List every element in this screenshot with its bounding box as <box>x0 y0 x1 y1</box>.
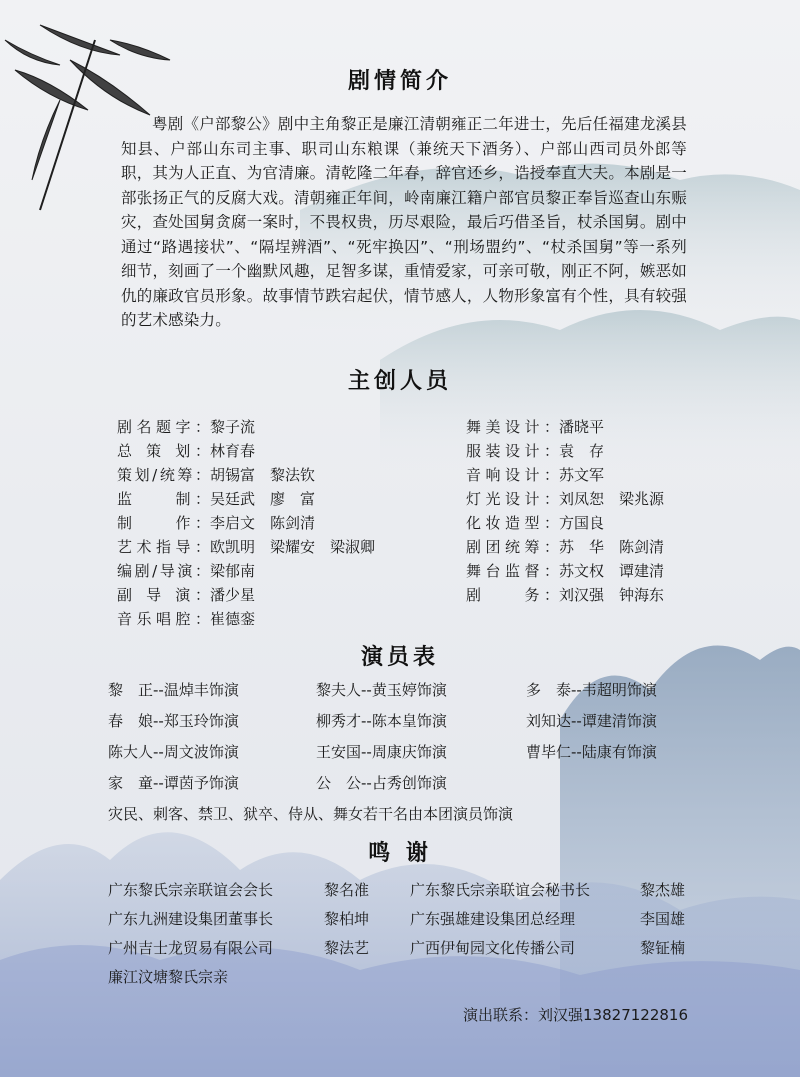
thanks-person: 黎法艺 <box>324 939 370 957</box>
cast-entry: 黎 正--温焯丰饰演 <box>108 681 239 699</box>
thanks-person: 李国雄 <box>640 910 686 928</box>
crew-row <box>117 463 457 487</box>
crew-list-left <box>117 415 457 631</box>
synopsis-paragraph: 粤剧《户部黎公》剧中主角黎正是廉江清朝雍正二年进士，先后任福建龙溪县知县、户部山东司主事、职司山东粮课（兼统天下酒务）、户部山西司员外郎等职，其为人正直、为官清廉。清乾隆二年春，辞官还乡，诰授奉直大夫。本剧是一部张扬正气的反腐大戏。清朝雍正年间，岭南廉江籍户部官员黎正奉旨巡查山东赈灾，查处国舅贪腐一案时，不畏权贵，历尽艰险，最后巧借圣旨，杖杀国舅。剧中通过“路遇接状”、“隔埕辨酒”、“死牢换囚”、“刑场盟约”、“杖杀国舅”等一系列细节，刻画了一个幽默风趣，足智多谋，重情爱家，可亲可敬，刚正不阿，嫉恶如仇的廉政官员形象。故事情节跌宕起伏，情节感人，人物形象富有个性，具有较强的艺术感染力。 <box>121 115 687 329</box>
cast-row <box>108 768 728 799</box>
crew-role: 音响设计： <box>466 466 559 484</box>
crew-role: 剧 务： <box>466 586 559 604</box>
crew-row <box>466 463 746 487</box>
crew-role: 剧名题字： <box>117 418 210 436</box>
cast-row <box>108 675 728 706</box>
crew-role: 制 作： <box>117 514 210 532</box>
crew-names: 袁 存 <box>559 442 605 460</box>
cast-entry: 陈大人--周文波饰演 <box>108 743 239 761</box>
crew-role: 编剧/导演： <box>117 562 210 580</box>
crew-row <box>117 535 457 559</box>
crew-role: 舞台监督： <box>466 562 559 580</box>
crew-names: 胡锡富 黎法钦 <box>210 466 316 484</box>
thanks-org: 廉江汶塘黎氏宗亲 <box>108 968 229 986</box>
cast-entry: 家 童--谭茵予饰演 <box>108 774 239 792</box>
crew-row <box>466 439 746 463</box>
crew-role: 舞美设计： <box>466 418 559 436</box>
crew-role: 服装设计： <box>466 442 559 460</box>
thanks-row <box>108 876 728 905</box>
crew-names: 方国良 <box>559 514 605 532</box>
creative-team-title: 主创人员 <box>347 368 452 394</box>
crew-names: 梁郁南 <box>210 562 256 580</box>
crew-row <box>117 439 457 463</box>
crew-role: 剧团统筹： <box>466 538 559 556</box>
acknowledgements-list <box>108 876 728 992</box>
crew-row <box>117 583 457 607</box>
crew-row <box>466 559 746 583</box>
crew-role: 灯光设计： <box>466 490 559 508</box>
crew-names: 吴廷武 廖 富 <box>210 490 316 508</box>
crew-row <box>117 559 457 583</box>
cast-entry: 王安国--周康庆饰演 <box>316 743 447 761</box>
crew-names: 潘晓平 <box>559 418 605 436</box>
acknowledgements-title: 鸣 谢 <box>368 840 432 866</box>
thanks-org: 广东九洲建设集团董事长 <box>108 910 274 928</box>
crew-role: 音乐唱腔： <box>117 610 210 628</box>
crew-row <box>117 511 457 535</box>
thanks-row <box>108 934 728 963</box>
cast-entry: 刘知达--谭建清饰演 <box>526 712 657 730</box>
crew-role: 副 导 演： <box>117 586 210 604</box>
thanks-org: 广东黎氏宗亲联谊会秘书长 <box>410 881 591 899</box>
crew-list-right <box>466 415 746 607</box>
crew-names: 苏文军 <box>559 466 605 484</box>
crew-row <box>466 535 746 559</box>
synopsis-title: 剧情简介 <box>347 68 452 94</box>
crew-names: 欧凯明 梁耀安 梁淑卿 <box>210 538 376 556</box>
cast-entry: 黎夫人--黄玉婷饰演 <box>316 681 447 699</box>
crew-row <box>117 415 457 439</box>
thanks-org: 广东强雄建设集团总经理 <box>410 910 576 928</box>
crew-row <box>117 607 457 631</box>
cast-entry: 公 公--占秀创饰演 <box>316 774 447 792</box>
crew-role: 策划/统筹： <box>117 466 210 484</box>
cast-list <box>108 675 728 830</box>
thanks-person: 黎名准 <box>324 881 370 899</box>
crew-role: 监 制： <box>117 490 210 508</box>
thanks-row <box>108 963 728 992</box>
performance-contact: 演出联系：刘汉强13827122816 <box>463 1006 688 1024</box>
crew-row <box>117 487 457 511</box>
crew-names: 苏文权 谭建清 <box>559 562 665 580</box>
crew-row <box>466 511 746 535</box>
crew-names: 刘汉强 钟海东 <box>559 586 665 604</box>
thanks-org: 广西伊甸园文化传播公司 <box>410 939 576 957</box>
crew-role: 化妆造型： <box>466 514 559 532</box>
crew-role: 总 策 划： <box>117 442 210 460</box>
cast-entry: 多 泰--韦超明饰演 <box>526 681 657 699</box>
cast-title: 演员表 <box>360 644 439 670</box>
thanks-person: 黎钲楠 <box>640 939 686 957</box>
crew-role: 艺术指导： <box>117 538 210 556</box>
thanks-org: 广州吉士龙贸易有限公司 <box>108 939 274 957</box>
crew-names: 黎子流 <box>210 418 256 436</box>
thanks-org: 广东黎氏宗亲联谊会会长 <box>108 881 274 899</box>
cast-row <box>108 706 728 737</box>
crew-names: 苏 华 陈剑清 <box>559 538 665 556</box>
crew-row <box>466 583 746 607</box>
thanks-person: 黎杰雄 <box>640 881 686 899</box>
thanks-row <box>108 905 728 934</box>
cast-entry: 春 娘--郑玉玲饰演 <box>108 712 239 730</box>
cast-note: 灾民、刺客、禁卫、狱卒、侍从、舞女若干名由本团演员饰演 <box>108 805 514 823</box>
cast-row <box>108 737 728 768</box>
crew-names: 刘凤恕 梁兆源 <box>559 490 665 508</box>
thanks-person: 黎柏坤 <box>324 910 370 928</box>
crew-row <box>466 415 746 439</box>
crew-names: 林育春 <box>210 442 256 460</box>
crew-names: 李启文 陈剑清 <box>210 514 316 532</box>
cast-entry: 曹毕仁--陆康有饰演 <box>526 743 657 761</box>
crew-names: 崔德銮 <box>210 610 256 628</box>
crew-names: 潘少星 <box>210 586 256 604</box>
cast-entry: 柳秀才--陈本皇饰演 <box>316 712 447 730</box>
crew-row <box>466 487 746 511</box>
